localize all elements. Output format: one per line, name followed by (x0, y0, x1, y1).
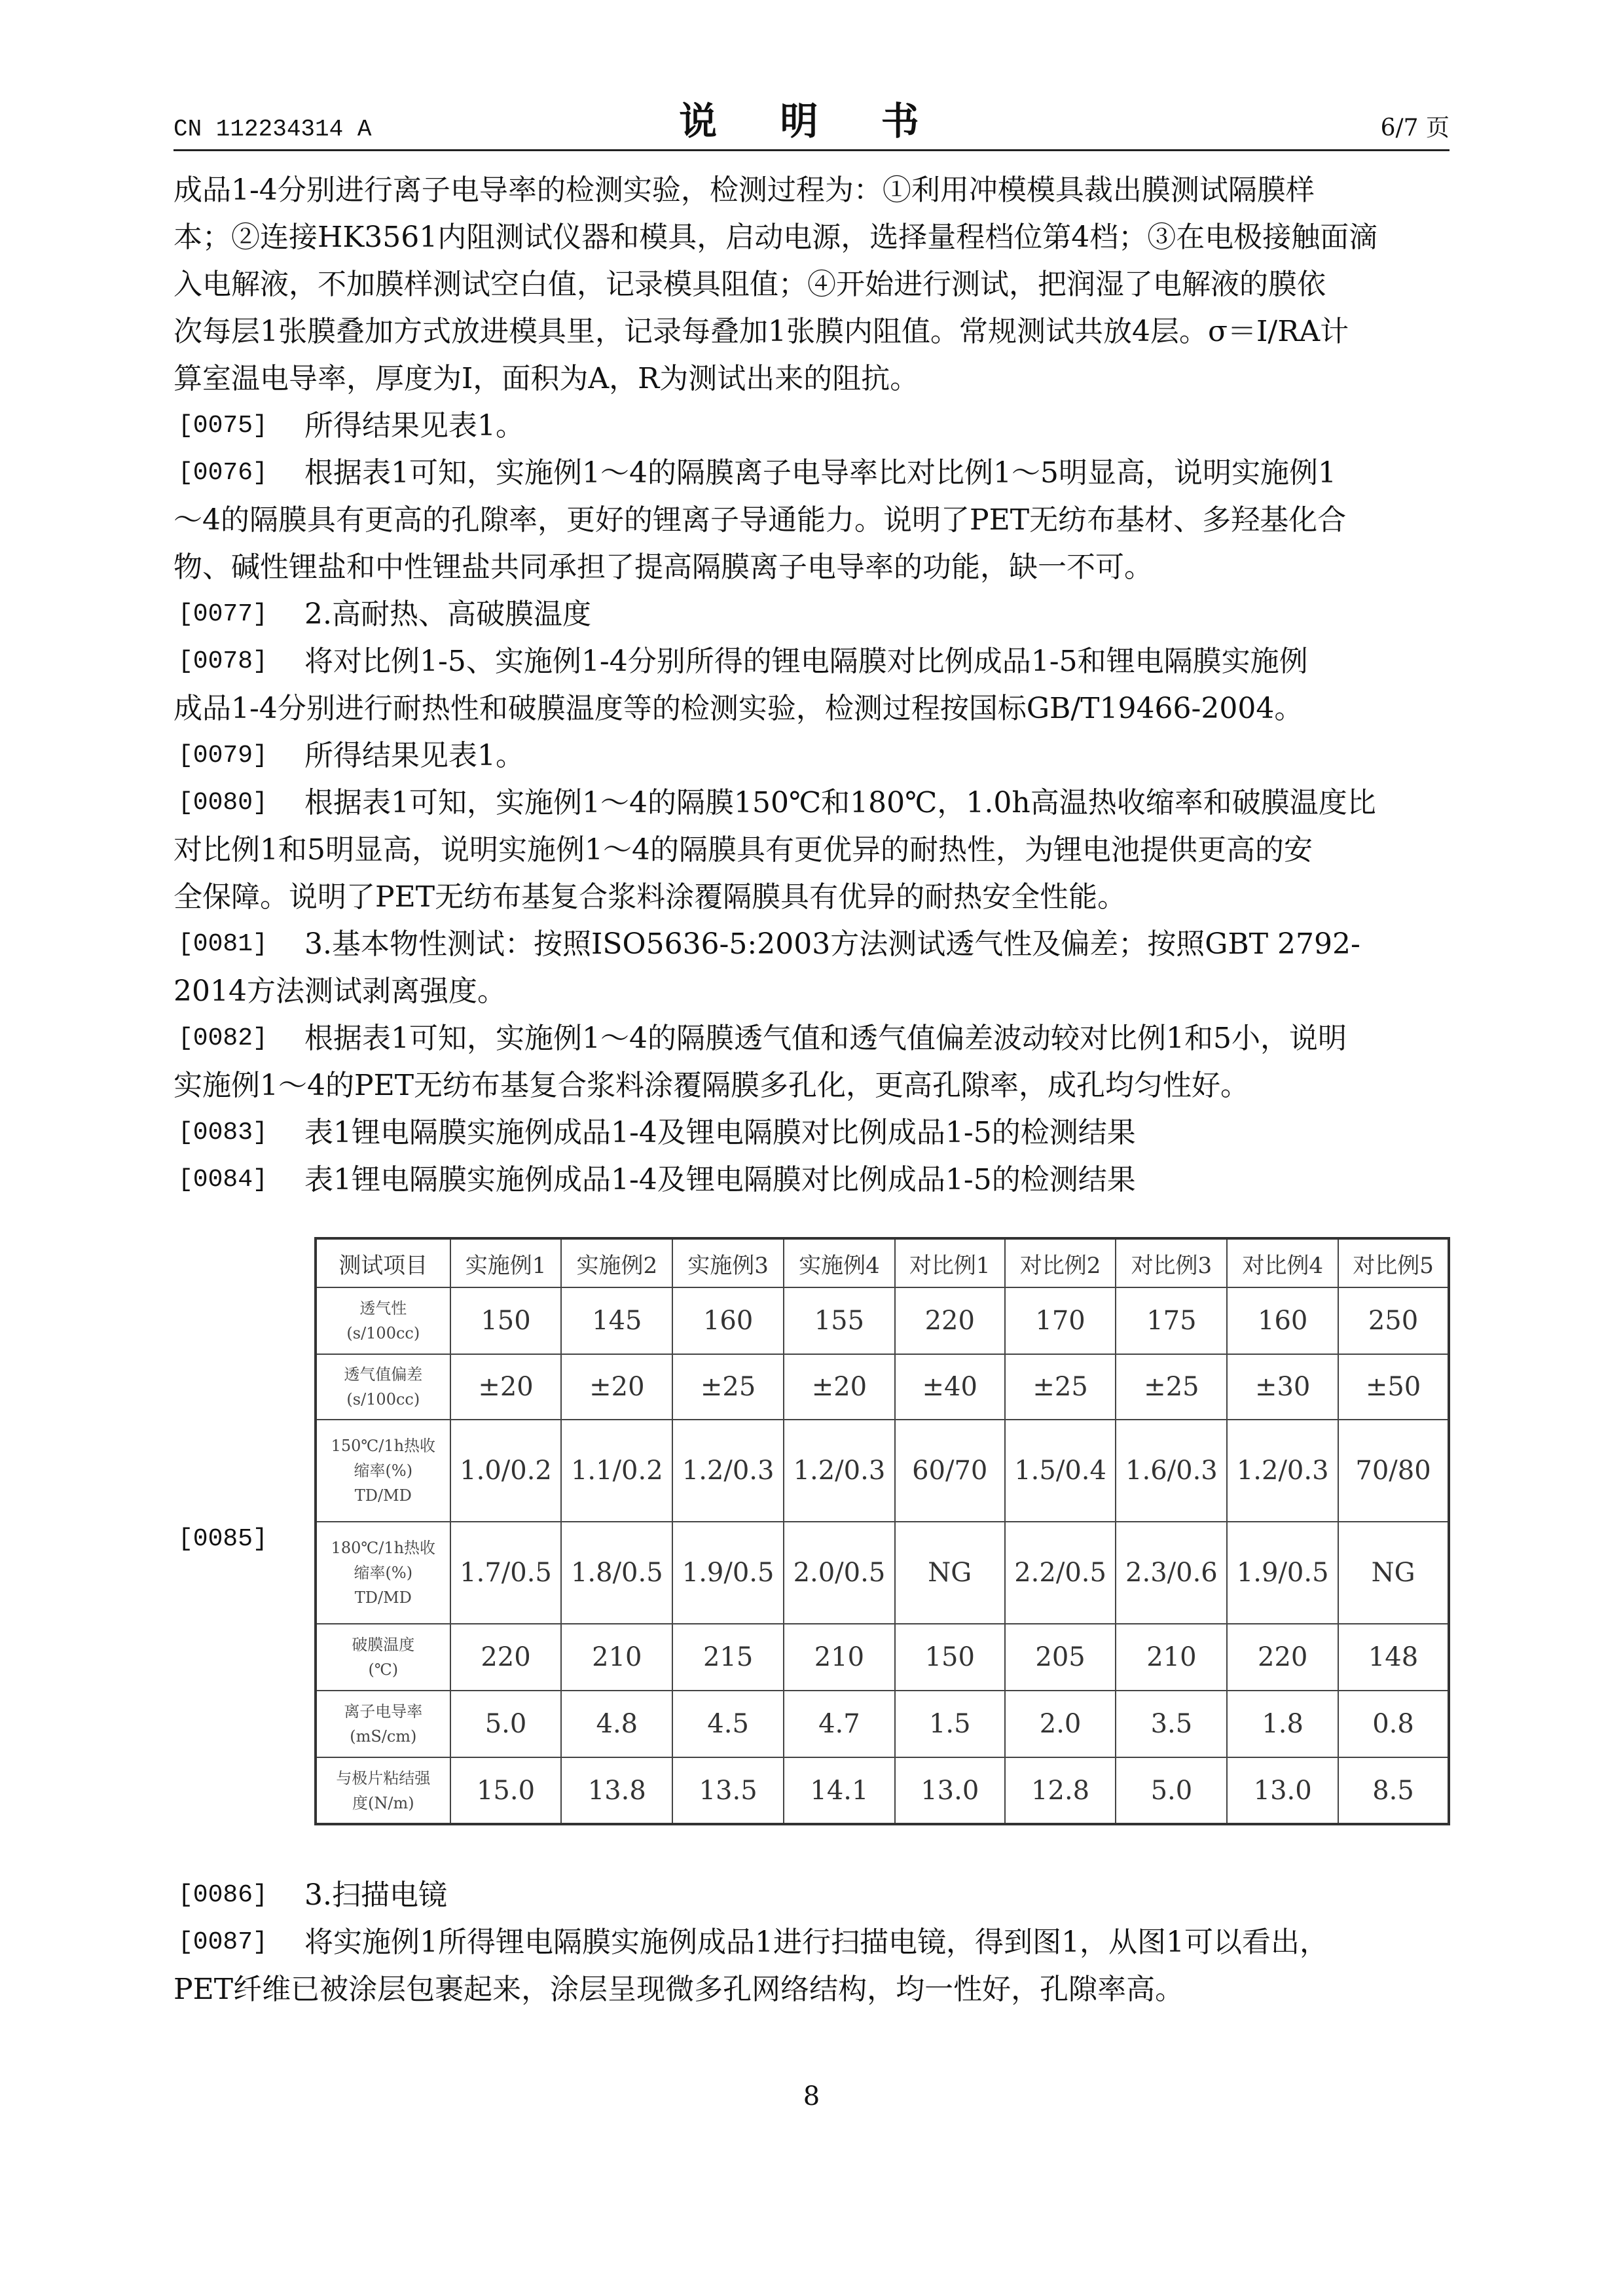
table-cell: 220 (450, 1624, 562, 1691)
table-cell: 1.0/0.2 (450, 1420, 562, 1522)
table-cell: 1.2/0.3 (1227, 1420, 1338, 1522)
text-line: 全保障。说明了PET无纺布基复合浆料涂覆隔膜具有优异的耐热安全性能。 (173, 880, 1127, 914)
table-cell: 160 (1227, 1287, 1338, 1354)
row-label-line: (s/100cc) (346, 1390, 420, 1408)
table-row (316, 1354, 1449, 1420)
table-cell: 170 (1005, 1287, 1116, 1354)
text-line: 入电解液，不加膜样测试空白值，记录模具阻值；④开始进行测试，把润湿了电解液的膜依 (173, 268, 1326, 301)
table-cell: 1.6/0.3 (1116, 1420, 1227, 1522)
table-cell: 15.0 (450, 1757, 562, 1824)
table-cell: 145 (561, 1287, 672, 1354)
paragraph (173, 732, 1450, 780)
paragraph (173, 1109, 1450, 1157)
table-cell: 2.2/0.5 (1005, 1522, 1116, 1624)
table-cell: 12.8 (1005, 1757, 1116, 1824)
table-cell: 155 (784, 1287, 895, 1354)
row-label-line: (s/100cc) (346, 1324, 420, 1342)
table-cell: ±25 (1116, 1354, 1227, 1420)
table-cell: 1.8 (1227, 1691, 1338, 1757)
paragraph (173, 1872, 1450, 1919)
table-row (316, 1691, 1449, 1757)
paragraph-number: [0080] (178, 789, 268, 817)
paragraph (173, 450, 1450, 591)
table-cell: 1.7/0.5 (450, 1522, 562, 1624)
paragraph (173, 167, 1450, 403)
table-cell: 2.0 (1005, 1691, 1116, 1757)
text-line: ～4的隔膜具有更高的孔隙率，更好的锂离子导通能力。说明了PET无纺布基材、多羟基化合 (173, 503, 1347, 537)
table-cell: ±20 (561, 1354, 672, 1420)
table-cell: 1.2/0.3 (672, 1420, 784, 1522)
paragraph-number: [0081] (178, 930, 268, 958)
text-line: 3.扫描电镜 (304, 1878, 447, 1912)
table-cell: 5.0 (450, 1691, 562, 1757)
table-cell: 215 (672, 1624, 784, 1691)
row-label-line: TD/MD (354, 1486, 412, 1505)
text-line: 根据表1可知，实施例1～4的隔膜150℃和180℃，1.0h高温热收缩率和破膜温度比 (304, 786, 1376, 819)
text-line: 将实施例1所得锂电隔膜实施例成品1进行扫描电镜，得到图1，从图1可以看出， (304, 1926, 1328, 1959)
table-cell: 0.8 (1338, 1691, 1449, 1757)
row-label-line: 透气值偏差 (344, 1365, 423, 1384)
table-cell: 1.5/0.4 (1005, 1420, 1116, 1522)
text-line: 3.基本物性测试：按照ISO5636-5:2003方法测试透气性及偏差；按照GBT 2792- (304, 927, 1360, 961)
column-header: 对比例1 (895, 1238, 1005, 1287)
table-cell: 1.5 (895, 1691, 1005, 1757)
page-number: 8 (803, 2081, 820, 2111)
table-cell: ±20 (784, 1354, 895, 1420)
table-row (316, 1757, 1449, 1824)
text-line: 算室温电导率，厚度为I，面积为A，R为测试出来的阻抗。 (173, 362, 919, 395)
table-cell: 13.0 (1227, 1757, 1338, 1824)
paragraph (173, 921, 1450, 1015)
column-header: 对比例5 (1338, 1238, 1449, 1287)
row-label-line: (℃) (368, 1660, 399, 1679)
column-header: 对比例2 (1005, 1238, 1116, 1287)
table-cell: 160 (672, 1287, 784, 1354)
row-label-line: 与极片粘结强 (336, 1768, 431, 1787)
table-cell: 150 (450, 1287, 562, 1354)
paragraph-number: [0082] (178, 1024, 268, 1052)
row-label (316, 1522, 450, 1624)
table-row (316, 1624, 1449, 1691)
row-label (316, 1420, 450, 1522)
paragraph (173, 591, 1450, 638)
paragraph-number: [0075] (178, 412, 268, 440)
table-cell: 1.1/0.2 (561, 1420, 672, 1522)
paragraph (173, 403, 1450, 450)
text-line: 2014方法测试剥离强度。 (173, 975, 506, 1008)
table-cell: 175 (1116, 1287, 1227, 1354)
paragraph-number: [0083] (178, 1119, 268, 1147)
paragraph-number: [0077] (178, 600, 268, 628)
page-label: 6/7 页 (1380, 115, 1450, 141)
table-cell: 1.2/0.3 (784, 1420, 895, 1522)
column-header: 对比例4 (1227, 1238, 1338, 1287)
table-cell: 250 (1338, 1287, 1449, 1354)
column-header: 对比例3 (1116, 1238, 1227, 1287)
text-line: 所得结果见表1。 (304, 739, 524, 772)
text-line: 物、碱性锂盐和中性锂盐共同承担了提高隔膜离子电导率的功能，缺一不可。 (173, 550, 1153, 584)
text-line: 实施例1～4的PET无纺布基复合浆料涂覆隔膜多孔化，更高孔隙率，成孔均匀性好。 (173, 1069, 1250, 1102)
table-cell: ±25 (1005, 1354, 1116, 1420)
paragraph-number: [0079] (178, 742, 268, 770)
table-cell: 70/80 (1338, 1420, 1449, 1522)
results-table-wrap (314, 1237, 1450, 1825)
table-cell: 3.5 (1116, 1691, 1227, 1757)
table-cell: 5.0 (1116, 1757, 1227, 1824)
table-cell: 13.5 (672, 1757, 784, 1824)
body-text (173, 167, 1450, 1204)
row-label (316, 1354, 450, 1420)
text-line: 将对比例1-5、实施例1-4分别所得的锂电隔膜对比例成品1-5和锂电隔膜实施例 (304, 645, 1308, 678)
text-line: PET纤维已被涂层包裹起来，涂层呈现微多孔网络结构，均一性好，孔隙率高。 (173, 1973, 1184, 2006)
table-cell: 148 (1338, 1624, 1449, 1691)
paragraph (173, 1919, 1450, 2013)
table-cell: 4.5 (672, 1691, 784, 1757)
table-cell: NG (1338, 1522, 1449, 1624)
text-line: 成品1-4分别进行离子电导率的检测实验，检测过程为：①利用冲模模具裁出膜测试隔膜样 (173, 173, 1315, 207)
paragraph-number: [0078] (178, 647, 268, 675)
table-row (316, 1287, 1449, 1354)
row-label-line: 度(N/m) (352, 1793, 414, 1812)
row-label-line: 缩率(%) (354, 1564, 413, 1582)
row-label-line: 离子电导率 (344, 1702, 423, 1721)
table-cell: 220 (895, 1287, 1005, 1354)
text-line: 表1锂电隔膜实施例成品1-4及锂电隔膜对比例成品1-5的检测结果 (304, 1163, 1136, 1196)
paragraph-number: [0086] (178, 1881, 268, 1909)
row-label-line: 180℃/1h热收 (331, 1539, 436, 1557)
paragraph-number: [0084] (178, 1166, 268, 1194)
text-line: 根据表1可知，实施例1～4的隔膜离子电导率比对比例1～5明显高，说明实施例1 (304, 456, 1336, 490)
doc-id: CN 112234314 A (173, 116, 372, 143)
table-cell: 2.3/0.6 (1116, 1522, 1227, 1624)
table-cell: 2.0/0.5 (784, 1522, 895, 1624)
table-row (316, 1522, 1449, 1624)
paragraph-number: [0076] (178, 459, 268, 487)
text-line: 本；②连接HK3561内阻测试仪器和模具，启动电源，选择量程档位第4档；③在电极接触面滴 (173, 221, 1378, 254)
text-line: 表1锂电隔膜实施例成品1-4及锂电隔膜对比例成品1-5的检测结果 (304, 1116, 1136, 1149)
column-header: 测试项目 (316, 1238, 450, 1287)
row-label (316, 1624, 450, 1691)
table-cell: ±25 (672, 1354, 784, 1420)
column-header: 实施例3 (672, 1238, 784, 1287)
table-cell: 210 (1116, 1624, 1227, 1691)
paragraph-number: [0087] (178, 1928, 268, 1956)
paragraph (173, 1015, 1450, 1109)
paragraph (173, 638, 1450, 732)
row-label-line: 破膜温度 (352, 1636, 415, 1654)
text-line: 2.高耐热、高破膜温度 (304, 598, 591, 631)
column-header: 实施例4 (784, 1238, 895, 1287)
table-cell: ±50 (1338, 1354, 1449, 1420)
table-cell: 60/70 (895, 1420, 1005, 1522)
table-cell: 8.5 (1338, 1757, 1449, 1824)
row-label-line: 缩率(%) (354, 1462, 413, 1480)
table-cell: 150 (895, 1624, 1005, 1691)
table-cell: 4.7 (784, 1691, 895, 1757)
column-header: 实施例1 (450, 1238, 562, 1287)
table-cell: 220 (1227, 1624, 1338, 1691)
table-row (316, 1420, 1449, 1522)
page-header (173, 98, 1450, 151)
table-cell: 1.8/0.5 (561, 1522, 672, 1624)
row-label (316, 1757, 450, 1824)
table-cell: 14.1 (784, 1757, 895, 1824)
table-cell: 4.8 (561, 1691, 672, 1757)
row-label (316, 1287, 450, 1354)
table-paragraph-number: [0085] (178, 1525, 268, 1553)
table-cell: ±20 (450, 1354, 562, 1420)
table-header-row (316, 1238, 1449, 1287)
column-header: 实施例2 (561, 1238, 672, 1287)
table-cell: 210 (561, 1624, 672, 1691)
row-label-line: TD/MD (354, 1588, 412, 1607)
paragraph (173, 1157, 1450, 1204)
table-cell: 1.9/0.5 (1227, 1522, 1338, 1624)
results-table (314, 1237, 1450, 1825)
table-cell: 205 (1005, 1624, 1116, 1691)
table-cell: 13.8 (561, 1757, 672, 1824)
table-cell: NG (895, 1522, 1005, 1624)
table-cell: ±40 (895, 1354, 1005, 1420)
row-label-line: 150℃/1h热收 (331, 1437, 436, 1455)
row-label (316, 1691, 450, 1757)
text-line: 次每层1张膜叠加方式放进模具里，记录每叠加1张膜内阻值。常规测试共放4层。σ＝I/RA计 (173, 315, 1349, 348)
text-line: 根据表1可知，实施例1～4的隔膜透气值和透气值偏差波动较对比例1和5小，说明 (304, 1022, 1347, 1055)
after-text (173, 1872, 1450, 2013)
row-label-line: 透气性 (359, 1299, 407, 1318)
text-line: 所得结果见表1。 (304, 409, 524, 442)
table-cell: ±30 (1227, 1354, 1338, 1420)
table-cell: 13.0 (895, 1757, 1005, 1824)
text-line: 对比例1和5明显高，说明实施例1～4的隔膜具有更优异的耐热性，为锂电池提供更高的安 (173, 833, 1313, 867)
page-title: 说 明 书 (679, 99, 944, 143)
row-label-line: (mS/cm) (350, 1727, 417, 1746)
text-line: 成品1-4分别进行耐热性和破膜温度等的检测实验，检测过程按国标GB/T19466-2004。 (173, 692, 1304, 725)
table-cell: 1.9/0.5 (672, 1522, 784, 1624)
paragraph (173, 780, 1450, 921)
table-cell: 210 (784, 1624, 895, 1691)
